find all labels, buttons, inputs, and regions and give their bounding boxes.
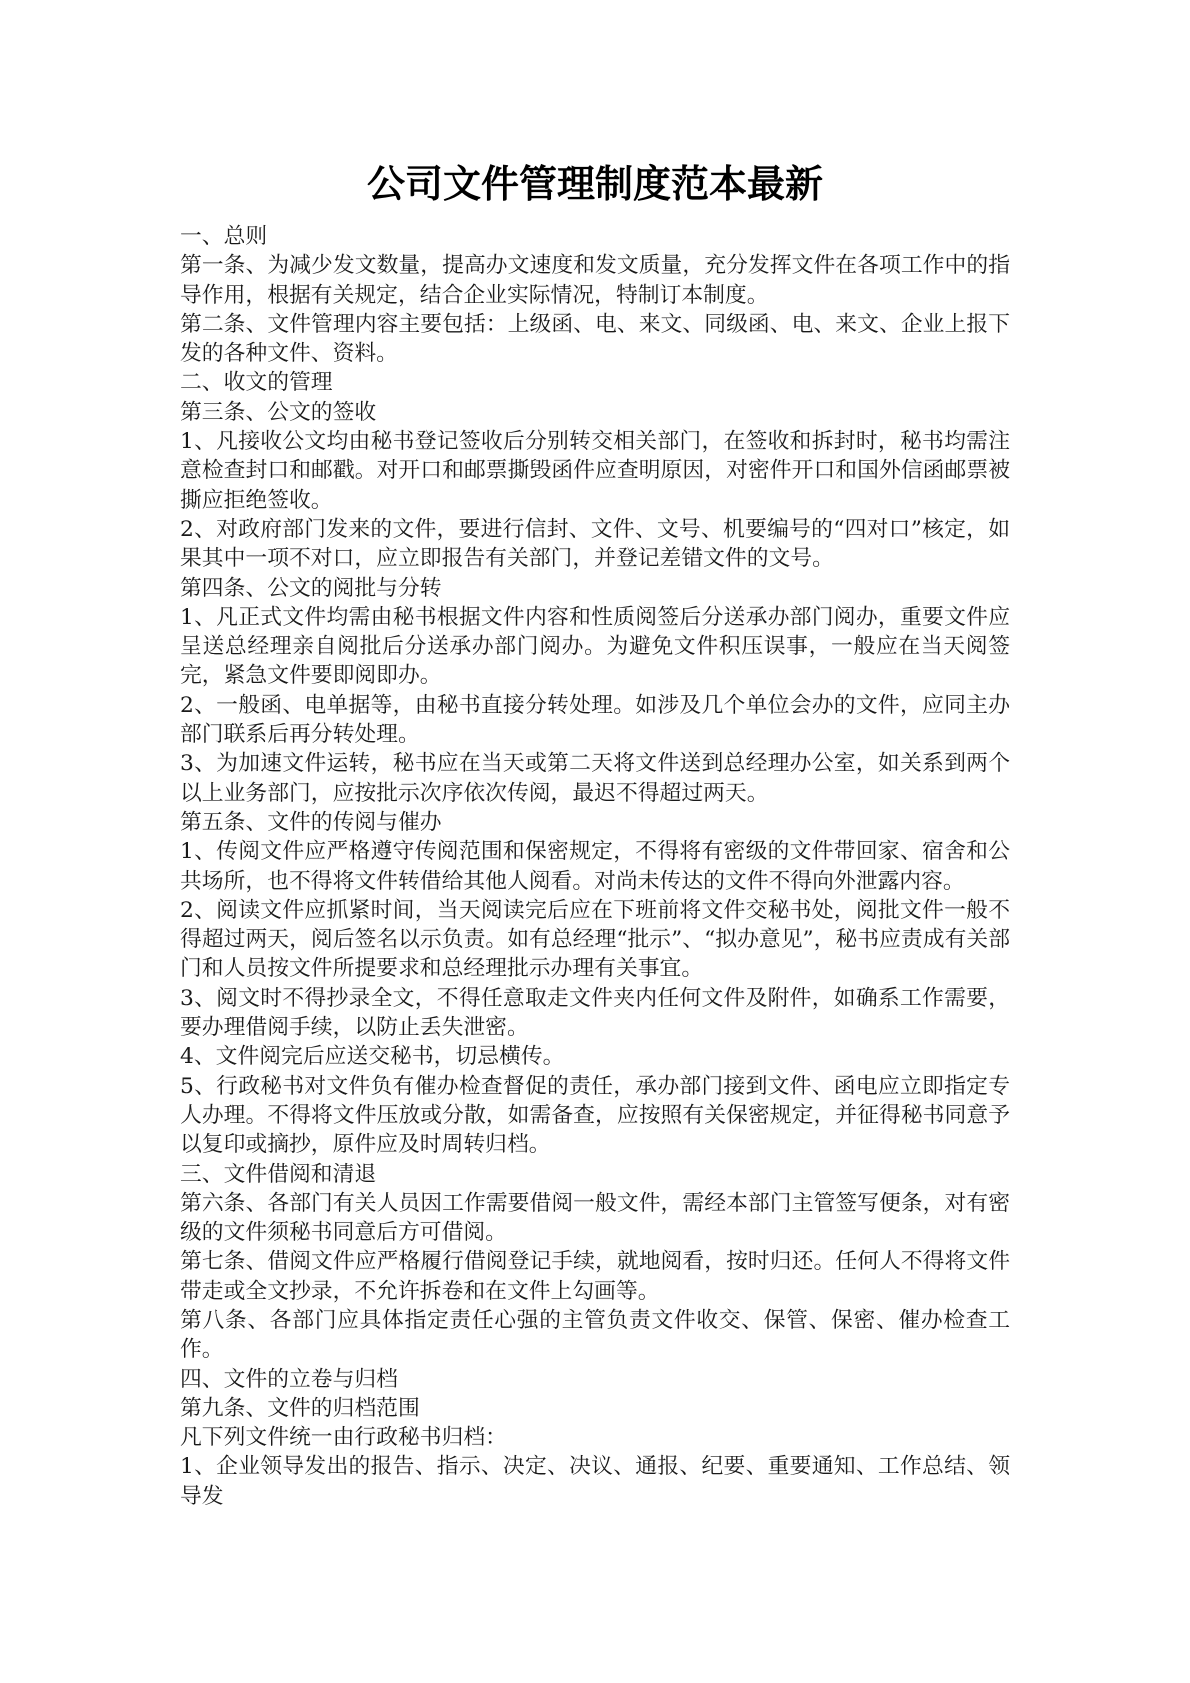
article-8: 第八条、各部门应具体指定责任心强的主管负责文件收交、保管、保密、催办检查工作。: [180, 1307, 1010, 1363]
document-body: [180, 222, 1010, 1511]
article-5-item-5: 5、行政秘书对文件负有催办检查督促的责任，承办部门接到文件、函电应立即指定专人办理。不得将文件压放或分散，如需备查，应按照有关保密规定，并征得秘书同意予以复印或摘抄，原件应及时周转归档。: [180, 1073, 1010, 1158]
article-2: 第二条、文件管理内容主要包括：上级函、电、来文、同级函、电、来文、企业上报下发的各种文件、资料。: [180, 311, 1010, 367]
section-heading-borrowing: 三、文件借阅和清退: [180, 1161, 377, 1187]
article-3-item-2: 2、对政府部门发来的文件，要进行信封、文件、文号、机要编号的“四对口”核定，如果其中一项不对口，应立即报告有关部门，并登记差错文件的文号。: [180, 516, 1010, 572]
article-5-item-3: 3、阅文时不得抄录全文，不得任意取走文件夹内任何文件及附件，如确系工作需要，要办理借阅手续，以防止丢失泄密。: [180, 985, 1010, 1041]
article-5-item-4: 4、文件阅完后应送交秘书，切忌横传。: [180, 1044, 565, 1070]
article-9-heading: 第九条、文件的归档范围: [180, 1395, 420, 1421]
article-3-heading: 第三条、公文的签收: [180, 399, 377, 425]
article-4-item-2: 2、一般函、电单据等，由秘书直接分转处理。如涉及几个单位会办的文件，应同主办部门联系后再分转处理。: [180, 692, 1010, 748]
article-9-intro: 凡下列文件统一由行政秘书归档：: [180, 1425, 507, 1451]
section-heading-general: 一、总则: [180, 224, 268, 249]
section-heading-archiving: 四、文件的立卷与归档: [180, 1366, 398, 1392]
article-4-item-3: 3、为加速文件运转，秘书应在当天或第二天将文件送到总经理办公室，如关系到两个以上业务部门，应按批示次序依次传阅，最迟不得超过两天。: [180, 751, 1010, 806]
article-7: 第七条、借阅文件应严格履行借阅登记手续，就地阅看，按时归还。任何人不得将文件带走或全文抄录，不允许拆卷和在文件上勾画等。: [180, 1249, 1010, 1304]
document-title: 公司文件管理制度范本最新: [366, 162, 823, 206]
article-3-item-1: 1、凡接收公文均由秘书登记签收后分别转交相关部门，在签收和拆封时，秘书均需注意检查封口和邮戳。对开口和邮票撕毁函件应查明原因，对密件开口和国外信函邮票被撕应拒绝签收。: [180, 429, 1010, 513]
article-4-item-1: 1、凡正式文件均需由秘书根据文件内容和性质阅签后分送承办部门阅办，重要文件应呈送总经理亲自阅批后分送承办部门阅办。为避免文件积压误事，一般应在当天阅签完，紧急文件要即阅即办。: [180, 604, 1010, 689]
article-5-item-2: 2、阅读文件应抓紧时间，当天阅读完后应在下班前将文件交秘书处，阅批文件一般不得超过两天，阅后签名以示负责。如有总经理“批示”、“拟办意见”，秘书应责成有关部门和人员按文件所提要求和总经理批示办理有关事宜。: [180, 897, 1010, 982]
article-5-item-1: 1、传阅文件应严格遵守传阅范围和保密规定，不得将有密级的文件带回家、宿舍和公共场所，也不得将文件转借给其他人阅看。对尚未传达的文件不得向外泄露内容。: [180, 839, 1010, 894]
article-5-heading: 第五条、文件的传阅与催办: [180, 809, 442, 835]
article-6: 第六条、各部门有关人员因工作需要借阅一般文件，需经本部门主管签写便条，对有密级的文件须秘书同意后方可借阅。: [180, 1190, 1010, 1246]
section-heading-receiving: 二、收文的管理: [180, 370, 333, 396]
article-9-item-1: 1、企业领导发出的报告、指示、决定、决议、通报、纪要、重要通知、工作总结、领导发: [180, 1454, 1010, 1509]
article-1: 第一条、为减少发文数量，提高办文速度和发文质量，充分发挥文件在各项工作中的指导作用，根据有关规定，结合企业实际情况，特制订本制度。: [180, 253, 1010, 308]
article-4-heading: 第四条、公文的阅批与分转: [180, 575, 442, 601]
